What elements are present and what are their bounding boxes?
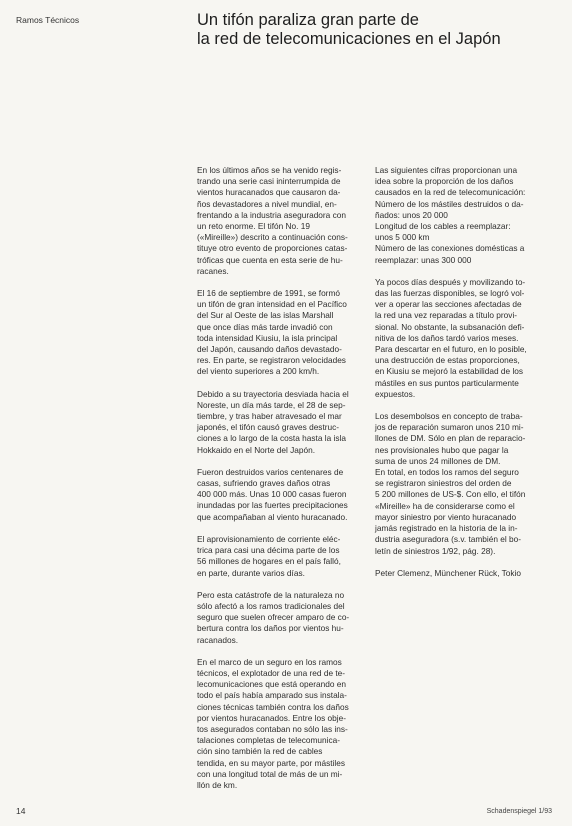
text-line: Hokkaido en el Norte del Japón. <box>197 444 316 455</box>
text-line: ción sino también la red de cables <box>197 746 323 757</box>
text-line: todo el país había amparado sus instala- <box>197 690 347 701</box>
text-line: bertura contra los daños por vientos hu- <box>197 623 344 634</box>
article-title <box>197 11 557 49</box>
text-line: («Mireille») descrito a continuación cons- <box>197 232 348 243</box>
text-line: unos 5 000 km <box>375 232 430 243</box>
text-line: que once días más tarde invadió con <box>197 321 333 332</box>
text-line: tróficas que cuenta en esta serie de hu- <box>197 254 343 265</box>
paragraph <box>375 277 545 400</box>
text-line: ver a operar las secciones afectadas de <box>375 299 522 310</box>
text-line: 5 200 millones de US-$. Con ello, el tifón <box>375 489 526 500</box>
text-line: Debido a su trayectoria desviada hacia el <box>197 388 349 399</box>
article-column-right <box>375 165 545 590</box>
text-line: Ya pocos días después y movilizando to- <box>375 276 526 287</box>
paragraph <box>197 389 367 456</box>
text-line: 56 millones de hogares en el país falló, <box>197 556 341 567</box>
text-line: inundadas por las fuertes precipitaciones <box>197 500 348 511</box>
text-line: un tifón de gran intensidad en el Pacífico <box>197 299 347 310</box>
paragraph <box>197 165 367 277</box>
text-line: toda intensidad Kiusiu, la isla principal <box>197 332 338 343</box>
text-line: una destrucción de estas proporciones, <box>375 355 520 366</box>
text-line: En los últimos años se ha venido regis- <box>197 165 342 175</box>
paragraph <box>197 657 367 791</box>
title-line: la red de telecomunicaciones en el Japón <box>197 30 501 48</box>
text-line: que acompañaban al viento huracanado. <box>197 511 348 522</box>
text-line: un reto enorme. El tifón No. 19 <box>197 221 310 232</box>
text-line: El 16 de septiembre de 1991, se formó <box>197 288 340 299</box>
text-line: lecomunicaciones que está operando en <box>197 679 346 690</box>
text-line: ñados: unos 20 000 <box>375 209 448 220</box>
text-line: llones de DM. Sólo en plan de reparacio- <box>375 433 526 444</box>
paragraph <box>375 411 545 557</box>
paragraph <box>197 590 367 646</box>
text-line: jamás registrado en la historia de la in- <box>375 523 518 534</box>
paragraph <box>197 288 367 378</box>
text-line: trica para casi una décima parte de los <box>197 545 340 556</box>
text-line: res. En parte, se registraron velocidades <box>197 355 346 366</box>
paragraph <box>197 467 367 523</box>
text-line: con una longitud total de más de un mi- <box>197 768 343 779</box>
text-line: mástiles en sus puntos particularmente <box>375 377 519 388</box>
text-line: Peter Clemenz, Münchener Rück, Tokio <box>375 567 522 578</box>
text-line: Noreste, un día más tarde, el 28 de sep- <box>197 399 346 410</box>
text-line: Fueron destruidos varios centenares de <box>197 466 344 477</box>
text-line: tendida, en su mayor parte, por mástiles <box>197 757 346 768</box>
text-line: casas, sufriendo graves daños otras <box>197 478 331 489</box>
text-line: del Sur al Oeste de las islas Marshall <box>197 310 334 321</box>
text-line: frentando a la industria aseguradora con <box>197 209 346 220</box>
text-line: en Kiusiu se mejoró la estabilidad de los <box>375 366 524 377</box>
text-line: tiembre, y tras haber atravesado el mar <box>197 411 342 422</box>
text-line: nes provisionales hubo que pagar la <box>375 444 509 455</box>
article-column-left <box>197 165 367 802</box>
text-line: llón de km. <box>197 779 238 790</box>
text-line: causados en la red de telecomunicación: <box>375 187 526 198</box>
text-line: se registraron siniestros del orden de <box>375 478 512 489</box>
text-line: tos asegurados contaban no sólo las ins- <box>197 723 348 734</box>
paragraph <box>197 534 367 579</box>
text-line: sólo afectó a los ramos tradicionales del <box>197 600 345 611</box>
text-line: reemplazar: unas 300 000 <box>375 254 472 265</box>
text-line: por vientos huracanados. Entre los obje- <box>197 712 346 723</box>
text-line: Pero esta catástrofe de la naturaleza no <box>197 589 345 600</box>
text-line: la red una vez reparadas a título provi- <box>375 310 518 321</box>
text-line: Número de las conexiones domésticas a <box>375 243 525 254</box>
text-line: El aprovisionamiento de corriente eléc- <box>197 533 341 544</box>
text-line: japonés, el tifón causó graves destruc- <box>197 422 340 433</box>
text-line: ciones técnicas también contra los daños <box>197 701 349 712</box>
text-line: mayor siniestro por viento huracanado <box>375 511 517 522</box>
text-line: Longitud de los cables a reemplazar: <box>375 221 511 232</box>
text-line: En total, en todos los ramos del seguro <box>375 467 519 478</box>
text-line: técnicos, el explotador de una red de te- <box>197 667 346 678</box>
text-line: trando una serie casi ininterrumpida de <box>197 176 341 187</box>
text-line: jos de reparación sumaron unos 210 mi- <box>375 422 524 433</box>
text-line: ños devastadores a nivel mundial, en- <box>197 198 337 209</box>
text-line: Los desembolsos en concepto de traba- <box>375 411 523 422</box>
text-line: «Mireille» ha de considerarse como el <box>375 500 515 511</box>
text-line: expuestos. <box>375 388 416 399</box>
text-line: del viento superiores a 200 km/h. <box>197 366 320 377</box>
text-line: Para descartar en el futuro, en lo posible, <box>375 344 527 355</box>
text-line: ciones a lo largo de la costa hasta la isla <box>197 433 346 444</box>
text-line: idea sobre la proporción de los daños <box>375 176 514 187</box>
text-line: dustria aseguradora (s.v. también el bo- <box>375 534 522 545</box>
journal-name: Schadenspiegel 1/93 <box>486 808 552 815</box>
text-line: 400 000 más. Unas 10 000 casas fueron <box>197 489 347 500</box>
text-line: en parte, durante varios días. <box>197 567 305 578</box>
section-label: Ramos Técnicos <box>16 15 80 25</box>
text-line: seguro que suelen ofrecer amparo de co- <box>197 612 350 623</box>
page-number: 14 <box>16 806 26 816</box>
paragraph <box>375 568 545 579</box>
text-line: letín de siniestros 1/92, pág. 28). <box>375 545 496 556</box>
paragraph <box>375 165 545 266</box>
text-line: nitiva de los daños tardó varios meses. <box>375 332 519 343</box>
text-line: talaciones completas de telecomunica- <box>197 735 340 746</box>
title-line: Un tifón paraliza gran parte de <box>197 11 419 29</box>
text-line: En el marco de un seguro en los ramos <box>197 656 342 667</box>
text-line: Las siguientes cifras proporcionan una <box>375 165 518 175</box>
text-line: sional. No obstante, la subsanación defi- <box>375 321 525 332</box>
text-line: racanes. <box>197 265 229 276</box>
text-line: tituye otro evento de proporciones catas- <box>197 243 348 254</box>
text-line: racanados. <box>197 634 239 645</box>
text-line: Número de los mástiles destruidos o da- <box>375 198 524 209</box>
text-line: vientos huracanados que causaron da- <box>197 187 341 198</box>
text-line: das las fuerzas disponibles, se logró vol- <box>375 288 525 299</box>
text-line: suma de unos 24 millones de DM. <box>375 455 501 466</box>
text-line: del Japón, causando daños devastado- <box>197 344 342 355</box>
